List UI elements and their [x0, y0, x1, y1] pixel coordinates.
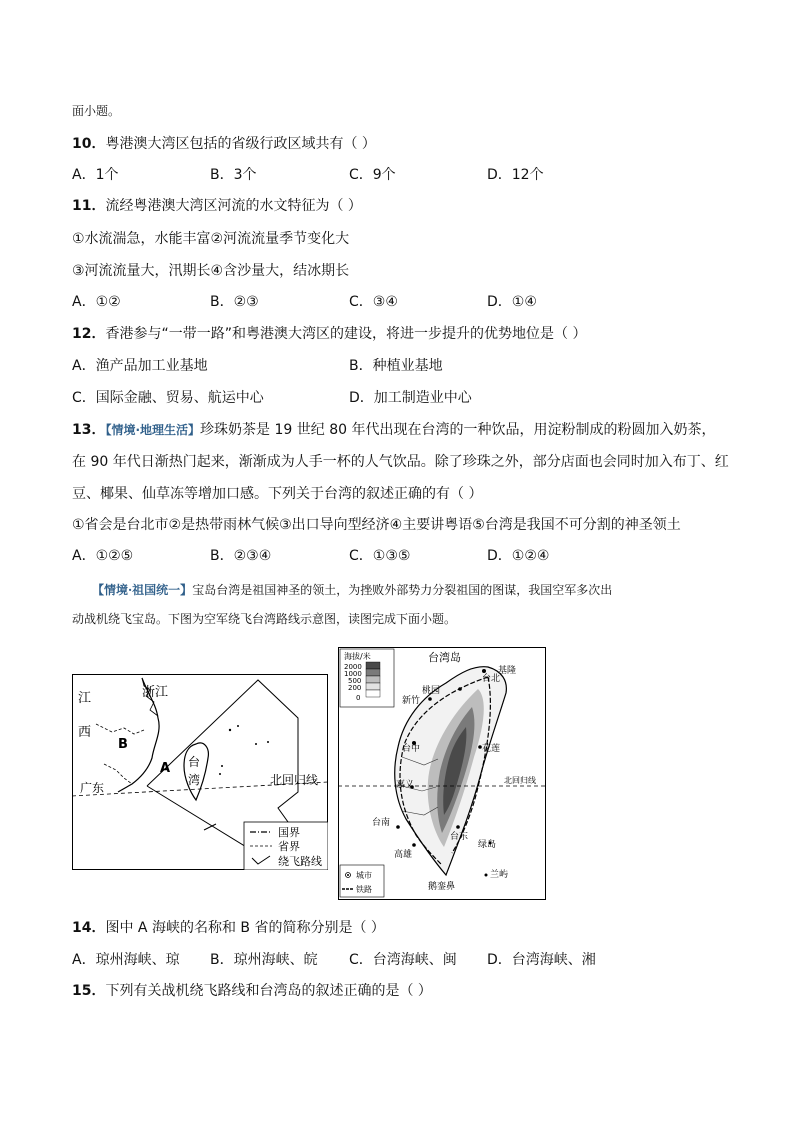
statement-line: ①省会是台北市②是热带雨林气候③出口导向型经济④主要讲粤语⑤台湾是我国不可分割的神圣领土 — [72, 517, 681, 533]
svg-text:1000: 1000 — [344, 670, 362, 678]
map-title: 台湾岛 — [428, 651, 461, 664]
option-d[interactable]: D．①④ — [487, 294, 537, 310]
option-d[interactable]: D．①②④ — [487, 548, 550, 564]
context-text: 宝岛台湾是祖国神圣的领土，为挫败外部势力分裂祖国的图谋，我国空军多次出 — [192, 583, 613, 597]
question-11 — [72, 196, 362, 216]
legend-border: 国界 — [278, 826, 300, 839]
svg-text:200: 200 — [348, 684, 362, 692]
city-jilong: 基隆 — [498, 666, 517, 676]
city-taidong: 台东 — [450, 832, 469, 842]
option-d[interactable]: D．台湾海峡、湘 — [487, 952, 596, 968]
option-c[interactable]: C．①③⑤ — [349, 548, 411, 564]
option-b[interactable]: B．种植业基地 — [349, 358, 443, 374]
label-guangdong: 广东 — [80, 781, 105, 795]
option-b[interactable]: B．3个 — [210, 167, 257, 183]
question-stem: 珍珠奶茶是 19 世纪 80 年代出现在台湾的一种饮品，用淀粉制成的粉圆加入奶茶， — [200, 422, 716, 438]
question-number: 13． — [72, 422, 106, 438]
question-10 — [72, 134, 376, 154]
question-text-line: 豆、椰果、仙草冻等增加口感。下列关于台湾的叙述正确的有（ ） — [72, 486, 483, 502]
city-jiayi: 嘉义 — [396, 780, 415, 790]
statement-line: ③河流流量大，汛期长④含沙量大，结冰期长 — [72, 263, 350, 279]
city-taoyuan: 桃园 — [422, 686, 441, 696]
option-b[interactable]: B．②③④ — [210, 548, 272, 564]
option-c[interactable]: C．9个 — [349, 167, 396, 183]
city-gaoxiong: 高雄 — [394, 850, 413, 860]
question-14 — [72, 918, 385, 938]
cape-eluanbi: 鹅銮鼻 — [428, 882, 456, 892]
question-stem: 图中 A 海峡的名称和 B 省的简称分别是（ ） — [105, 920, 385, 936]
intro-tail: 面小题。 — [72, 104, 121, 118]
city-taizhong: 台中 — [402, 744, 421, 754]
question-13 — [72, 420, 715, 440]
option-c[interactable]: C．国际金融、贸易、航运中心 — [72, 390, 264, 406]
option-d[interactable]: D．12个 — [487, 167, 544, 183]
taiwan-map — [338, 647, 546, 900]
context-tag: 【情境·祖国统一】 — [92, 583, 193, 597]
svg-text:2000: 2000 — [344, 663, 362, 671]
city-hualian: 花莲 — [482, 744, 501, 754]
label-tai: 台 — [188, 755, 201, 769]
question-number: 10． — [72, 136, 106, 152]
question-stem: 下列有关战机绕飞路线和台湾岛的叙述正确的是（ ） — [105, 983, 432, 999]
legend-railway: 铁路 — [356, 885, 372, 894]
option-a[interactable]: A．①② — [72, 294, 121, 310]
city-xinzhu: 新竹 — [402, 696, 421, 706]
option-d[interactable]: D．加工制造业中心 — [349, 390, 472, 406]
island-lanyu: 兰屿 — [490, 870, 509, 880]
island-lvdao: 绿岛 — [478, 840, 497, 850]
question-15 — [72, 981, 432, 1001]
legend-city: 城市 — [356, 871, 372, 880]
elevation-title: 海拔/米 — [344, 652, 371, 661]
question-number: 15． — [72, 983, 106, 999]
option-a[interactable]: A．1个 — [72, 167, 119, 183]
option-c[interactable]: C．③④ — [349, 294, 398, 310]
question-text-line: 在 90 年代日渐热门起来，渐渐成为人手一杯的人气饮品。除了珍珠之外，部分店面也会同时加入布丁、红 — [72, 454, 729, 470]
label-jiang: 江 — [78, 691, 92, 706]
label-xi: 西 — [78, 725, 92, 740]
svg-text:0: 0 — [356, 694, 361, 702]
context-text-line: 动战机绕飞宝岛。下图为空军绕飞台湾路线示意图，读图完成下面小题。 — [72, 612, 457, 626]
option-a[interactable]: A．琼州海峡、琼 — [72, 952, 180, 968]
question-number: 14． — [72, 920, 106, 936]
city-taipei: 台北 — [482, 674, 501, 684]
question-stem: 粤港澳大湾区包括的省级行政区域共有（ ） — [105, 136, 376, 152]
city-tainan: 台南 — [372, 818, 391, 828]
option-a[interactable]: A．渔产品加工业基地 — [72, 358, 208, 374]
label-wan: 湾 — [188, 773, 201, 787]
question-number: 11． — [72, 198, 106, 214]
option-b[interactable]: B．②③ — [210, 294, 259, 310]
context-intro — [92, 580, 612, 600]
question-number: 12． — [72, 326, 106, 342]
svg-text:500: 500 — [348, 677, 362, 685]
question-12 — [72, 324, 586, 344]
statement-line: ①水流湍急，水能丰富②河流流量季节变化大 — [72, 231, 350, 247]
label-zhejiang: 浙江 — [142, 685, 169, 700]
option-b[interactable]: B．琼州海峡、皖 — [210, 952, 318, 968]
label-tropic: 北回归线 — [270, 773, 319, 787]
label-province-b: B — [118, 737, 128, 752]
route-map — [72, 674, 328, 870]
option-a[interactable]: A．①②⑤ — [72, 548, 134, 564]
option-c[interactable]: C．台湾海峡、闽 — [349, 952, 457, 968]
question-stem: 香港参与“一带一路”和粤港澳大湾区的建设，将进一步提升的优势地位是（ ） — [105, 326, 587, 342]
legend-province: 省界 — [278, 840, 300, 853]
question-stem: 流经粤港澳大湾区河流的水文特征为（ ） — [105, 198, 362, 214]
legend-route: 绕飞路线 — [278, 855, 322, 868]
label-strait-a: A — [160, 761, 171, 776]
context-tag: 【情境·地理生活】 — [105, 423, 201, 437]
label-tropic: 北回归线 — [504, 776, 536, 785]
